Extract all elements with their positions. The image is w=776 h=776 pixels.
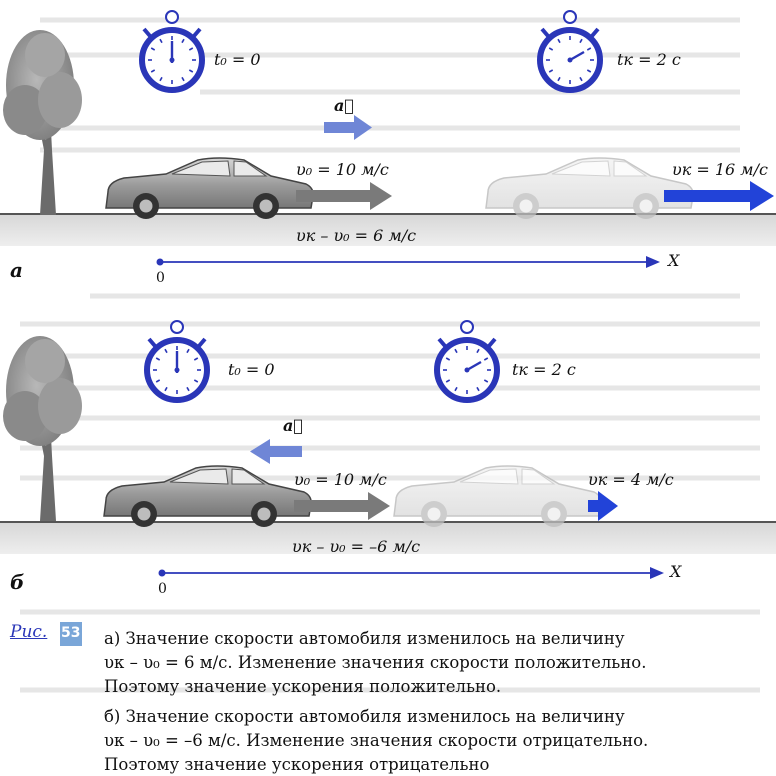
time-label-start: t₀ = 0 [228,360,275,379]
velocity-change-label: υк – υ₀ = –6 м/с [292,537,421,556]
final-velocity-label: υк = 16 м/с [672,160,768,179]
acceleration-label: a⃗ [334,96,354,115]
caption-b-line-1: б) Значение скорости автомобиля изменилось на величину [104,707,625,726]
figure-prefix: Рис. [10,622,48,642]
time-label-end: tк = 2 с [512,360,576,379]
axis-name-label: X [668,251,680,270]
time-label-start: t₀ = 0 [214,50,261,69]
stopwatch-icon [540,11,600,90]
stopwatch-icon [437,321,497,400]
final-velocity-label: υк = 4 м/с [588,470,674,489]
car-icon [486,158,693,219]
car-icon [106,158,313,219]
acceleration-label: a⃗ [283,416,303,435]
figure-number: 53 [61,625,81,641]
show-through-texture [20,20,760,690]
stopwatch-icon [147,321,207,400]
initial-velocity-label: υ₀ = 10 м/с [294,470,387,489]
caption-a-line-1: а) Значение скорости автомобиля изменилось на величину [104,629,625,648]
car-icon [104,466,311,527]
panel-letter-a: а [10,258,23,282]
caption-b-line-2: υк – υ₀ = –6 м/с. Изменение значения скорости отрицательно. [104,731,649,750]
axis-origin-label: 0 [156,270,165,286]
caption-a-line-2: υк – υ₀ = 6 м/с. Изменение значения скорости положительно. [104,653,647,672]
axis-origin-label: 0 [158,581,167,597]
initial-velocity-label: υ₀ = 10 м/с [296,160,389,179]
x-axis-a [157,256,661,268]
acceleration-arrow [324,115,372,140]
caption-a-line-3: Поэтому значение ускорения положительно. [104,677,502,696]
x-axis-b [159,567,665,579]
car-icon [394,466,601,527]
axis-name-label: X [670,562,682,581]
velocity-change-label: υк – υ₀ = 6 м/с [296,226,417,245]
tree-icon [3,336,82,521]
caption-b-line-3: Поэтому значение ускорения отрицательно [104,755,490,774]
time-label-end: tк = 2 с [617,50,681,69]
panel-letter-b: б [10,570,25,594]
acceleration-arrow [250,439,302,464]
tree-icon [3,30,82,215]
stopwatch-icon [142,11,202,90]
